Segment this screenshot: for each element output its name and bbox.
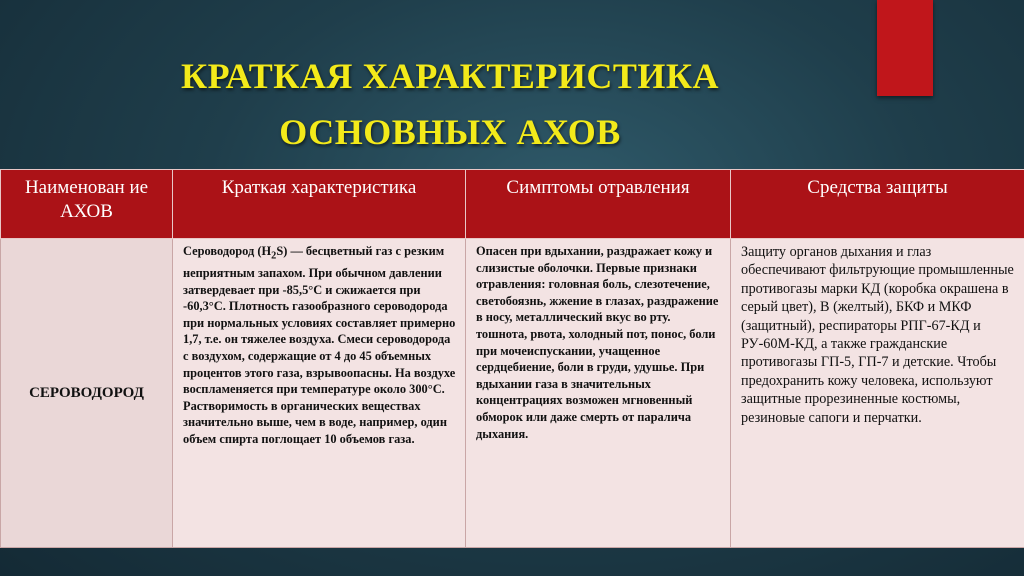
header-protection: Средства защиты (731, 170, 1024, 239)
description-prefix: Сероводород (H (183, 244, 272, 258)
table-row (1, 239, 1024, 548)
description-rest: S) — бесцветный газ с резким неприятным запахом. При обычном давлении затвердевает при -85,5°С и сжижается при -60,3°С. Плотность газообразного сероводорода при нормальных условиях составляет примерно 1,7, т.е. он тяжелее воздуха. Смеси сероводорода с воздухом, содержащие от 4 до 45 объемных процентов этого газа, взрывоопасны. На воздухе воспламеняется при температуре около 300°С. Растворимость в органических веществах значительно выше, чем в воде, например, один объем спирта поглощает 10 объемов газа. (183, 244, 456, 446)
description-subscript: 2 (271, 250, 277, 262)
cell-description (173, 239, 466, 548)
cell-substance-name: СЕРОВОДОРОД (1, 239, 173, 548)
ahov-table (0, 169, 1024, 548)
header-symptoms: Симптомы отравления (466, 170, 731, 239)
title-line-1: КРАТКАЯ ХАРАКТЕРИСТИКА (180, 56, 720, 96)
table-header-row (1, 170, 1024, 239)
accent-bar (877, 0, 933, 96)
cell-symptoms: Опасен при вдыхании, раздражает кожу и слизистые оболочки. Первые признаки отравления: головная боль, слезотечение, светобоязнь, жжение в глазах, раздражение в носу, металлический вкус во рту. тошнота, рвота, холодный пот, понос, боли при мочеиспускании, учащенное сердцебиение, боли в груди, удушье. При вдыхании газа в значительных концентрациях возможен мгновенный обморок или даже смерть от паралича дыхания. (466, 239, 731, 548)
slide-title (90, 48, 810, 160)
header-description: Краткая характеристика (173, 170, 466, 239)
cell-protection: Защиту органов дыхания и глаз обеспечивают фильтрующие промышленные противогазы марки КД (коробка окрашена в серый цвет), В (желтый), БКФ и МКФ (защитный), респираторы РПГ-67-КД и РУ-60М-КД, а также гражданские противогазы ГП-5, ГП-7 и детские. Чтобы предохранить кожу человека, используют защитные прорезиненные костюмы, резиновые сапоги и перчатки. (731, 239, 1024, 548)
title-line-2: ОСНОВНЫХ АХОВ (279, 112, 621, 152)
header-name: Наименован ие АХОВ (1, 170, 173, 239)
